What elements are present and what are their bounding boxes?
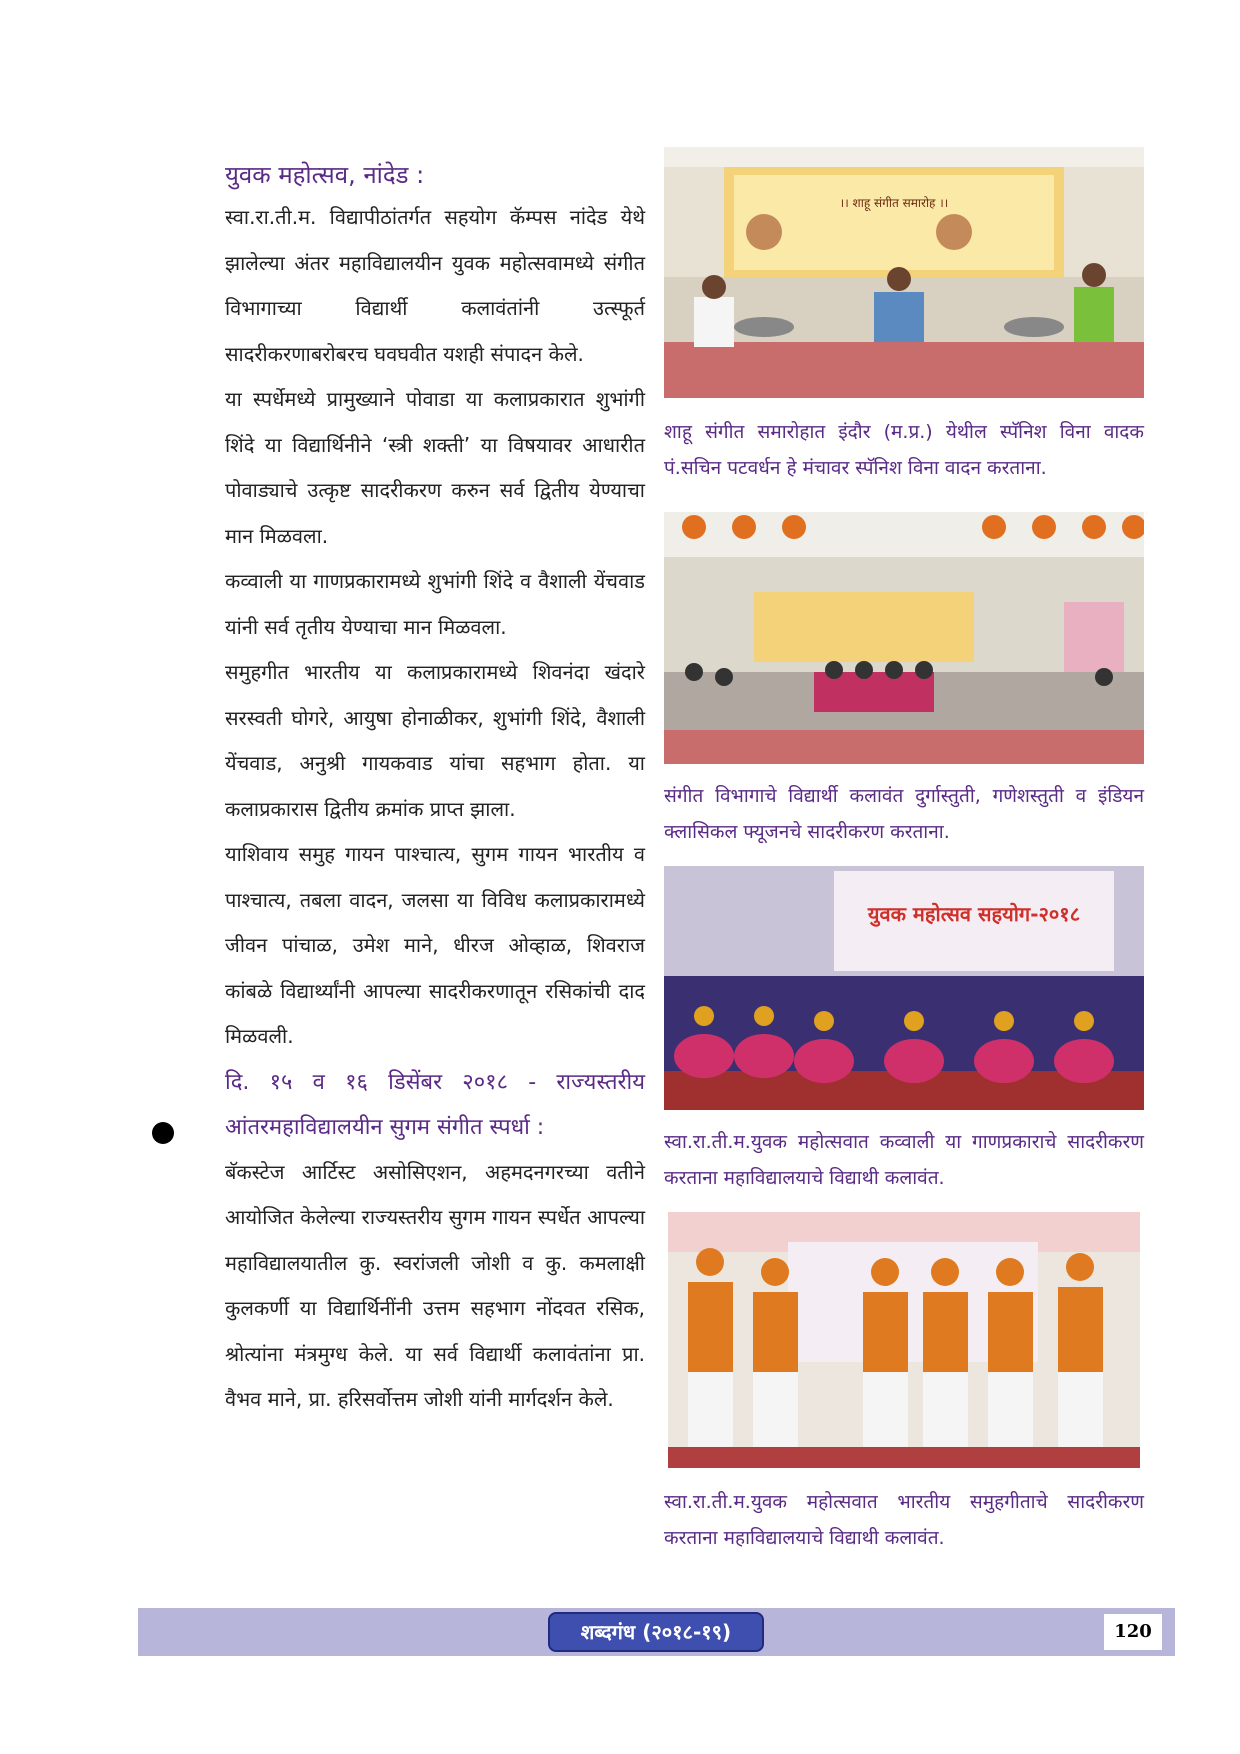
footer-magazine-title: शब्दगंध (२०१८-१९): [548, 1612, 764, 1652]
photo-group-song-performance: [668, 1212, 1140, 1468]
caption-photo-4: स्वा.रा.ती.म.युवक महोत्सवात भारतीय समुहगीताचे सादरीकरण करताना महाविद्यालयाचे विद्याथी कलावंत.: [664, 1491, 1144, 1549]
page-number: 120: [1104, 1614, 1162, 1650]
caption-photo-3: स्वा.रा.ती.म.युवक महोत्सवात कव्वाली या गाणप्रकाराचे सादरीकरण करताना महाविद्यालयाचे विद्याथी कलावंत.: [664, 1131, 1144, 1189]
caption-photo-1: शाहू संगीत समारोहात इंदौर (म.प्र.) येथील स्पॅनिश विना वादक पं.सचिन पटवर्धन हे मंचावर स्पॅनिश विना वादन करताना.: [664, 421, 1144, 479]
paragraph-other-events: याशिवाय समुह गायन पाश्चात्य, सुगम गायन भारतीय व पाश्चात्य, तबला वादन, जलसा या विविध कलाप्रकारामध्ये जीवन पांचाळ, उमेश माने, धीरज ओव्हाळ, शिवराज कांबळे विद्यार्थ्यांनी आपल्या सादरीकरणातून रसिकांची दाद मिळवली.: [225, 842, 645, 1048]
photo-durga-stuti-performance: [664, 512, 1144, 764]
section-heading-youth-festival: युवक महोत्सव, नांदेड :: [225, 161, 425, 189]
section-heading-sugam-sangeet: दि. १५ व १६ डिसेंबर २०१८ - राज्यस्तरीय आंतरमहाविद्यालयीन सुगम संगीत स्पर्धा :: [225, 1069, 645, 1140]
paragraph-group-song: समुहगीत भारतीय या कलाप्रकारामध्ये शिवनंदा खंदारे सरस्वती घोगरे, आयुषा होनाळीकर, शुभांगी शिंदे, वैशाली येंचवाड, अनुश्री गायकवाड यांचा सहभाग होता. या कलाप्रकारास द्वितीय क्रमांक प्राप्त झाला.: [225, 660, 645, 821]
photo1-banner-text: ।। शाहू संगीत समारोह ।।: [839, 196, 949, 210]
photo3-banner-text: युवक महोत्सव सहयोग-२०१८: [867, 902, 1081, 926]
bullet-icon: [152, 1122, 174, 1144]
photo-shahu-sangeet-samaroh: [664, 147, 1144, 398]
paragraph-intro: स्वा.रा.ती.म. विद्यापीठांतर्गत सहयोग कॅम्पस नांदेड येथे झालेल्या अंतर महाविद्यालयीन युवक महोत्सवामध्ये संगीत विभागाच्या विद्यार्थी कलावंतांनी उत्स्फूर्त सादरीकरणाबरोबरच घवघवीत यशही संपादन केले.: [225, 205, 645, 366]
paragraph-sugam-sangeet: बॅकस्टेज आर्टिस्ट असोसिएशन, अहमदनगरच्या वतीने आयोजित केलेल्या राज्यस्तरीय सुगम गायन स्पर्धेत आपल्या महाविद्यालयातील कु. स्वरांजली जोशी व कु. कमलाक्षी कुलकर्णी या विद्यार्थिनींनी उत्तम सहभाग नोंदवत रसिक, श्रोत्यांना मंत्रमुग्ध केले. या सर्व विद्यार्थी कलावंतांना प्रा. वैभव माने, प्रा. हरिसर्वोत्तम जोशी यांनी मार्गदर्शन केले.: [225, 1159, 645, 1411]
photo-qawwali-performance: [664, 866, 1144, 1110]
paragraph-qawwali: कव्वाली या गाणप्रकारामध्ये शुभांगी शिंदे व वैशाली येंचवाड यांनी सर्व तृतीय येण्याचा मान मिळवला.: [225, 569, 645, 639]
caption-photo-2: संगीत विभागाचे विद्यार्थी कलावंत दुर्गास्तुती, गणेशस्तुती व इंडियन क्लासिकल फ्यूजनचे सादरीकरण करताना.: [664, 785, 1144, 843]
paragraph-powada: या स्पर्धेमध्ये प्रामुख्याने पोवाडा या कलाप्रकारात शुभांगी शिंदे या विद्यार्थिनीने ‘स्त्री शक्ती’ या विषयावर आधारीत पोवाड्याचे उत्कृष्ट सादरीकरण करुन सर्व द्वितीय येण्याचा मान मिळवला.: [225, 387, 645, 548]
left-column: [225, 155, 645, 1423]
